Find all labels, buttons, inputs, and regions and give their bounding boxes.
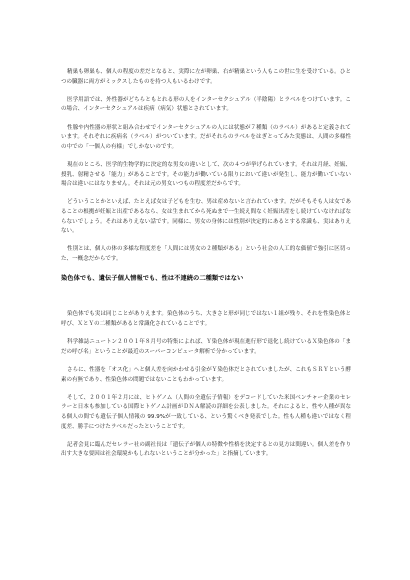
paragraph: 精巣も卵巣も、個人の程度の差だとなると、実際に左が卵巣、右が精巣という人もこの世に生を受けている。ひとつの臓器に両方がミックスしたものを持つ人もいるわけです。 [61, 69, 351, 85]
paragraph: 性腺や内性器の形状と組み合わせでインターセクシュアルの人には状態が７種類（のラベル）があると定義されています。それぞれに疾病名（ラベル）がついています。だがそれらのラベルをはぎとってみた実態は、人間の多様性の中での「一個人の有様」でしかないのです。 [61, 124, 351, 150]
document-body [61, 68, 351, 460]
paragraph: 記者会見に臨んだセレラー社の副社長は「遺伝子が個人の特徴や性格を決定するとの見方は間違い。個人差を作り出す大きな要因は社会環境かもしれないということが分かった」と指摘しています。 [61, 441, 351, 458]
paragraph: 性別とは、個人の体の多様な程度差を「人間には男女の２種類がある」という社会の人工的な価値で強引に区切った、一概念だからです。 [61, 246, 351, 262]
paragraph: そして、２００１年２月には、ヒトゲノム（人間の全遺伝子情報）をデコードしていた米国ベンチャー企業のセレラーと日本も参加している国際ヒトゲノム計画がＤＮＡ解読の詳細を公表しました。それによると、性や人種が異なる個人の間でも遺伝子個人情報の 99.9%が一致している、という驚くべき発表でした。性も人種も違いではなく程度差、勝手につけたラベルだったということです。 [61, 394, 351, 430]
paragraph: 科学雑誌ニュートン２００１年８月号の特集によれば、Ｙ染色体が現在進行形で退化し続けているＸ染色体の「まだの呼び名」ということが最近のスーパーコンピュータ解析で分かっています。 [61, 339, 351, 355]
paragraph: 医学用語では、外性器がどちらともとれる形の人をインターセクシュアル（半陰陽）とラベルをつけています。この場合、インターセクシュアルは疾病（病気）状態とされています。 [61, 96, 351, 113]
paragraph: 染色体でも実は同じことがありえます。染色体のうち、大きさと形が同じではない１組が残り、それを性染色体と呼び、ＸとＹの二種類があると常識化されていることです。 [61, 311, 351, 328]
paragraph: さらに、性器を「オス化」へと個人差を向かわせる引金がＹ染色体だとされていましたが、これもＳＲＹという酵素の有無であり、性染色体の問題ではないこともわかっています。 [61, 367, 351, 383]
paragraph: 現在のところ、医学的生物学的に決定的な男女の違いとして、次の４つが挙げられています。それは月経、妊娠、授乳、射精させる「能力」があることです。その能力が働いている限りにおいて違いが発生し、能力が働いていない場合は違いにはなりません。それは元の男女いつもの程度差だからです。 [61, 161, 351, 188]
paragraph: どういうことかといえば、たとえば女は子どもを生む、男は産めないと言われています。だがそもそも人は女であることの根拠が妊娠と出産であるなら、女は生まれてから死ぬまで一生続え間なく妊娠出産をし続けていなければならないでしょう。それはありえない話です。同様に、男女の身体には性別が決定的にあるとする常識も、実はありえない。 [61, 199, 351, 235]
section-heading: 染色体でも、遺伝子個人情報でも、性は不連続の二種類ではない [61, 275, 244, 283]
